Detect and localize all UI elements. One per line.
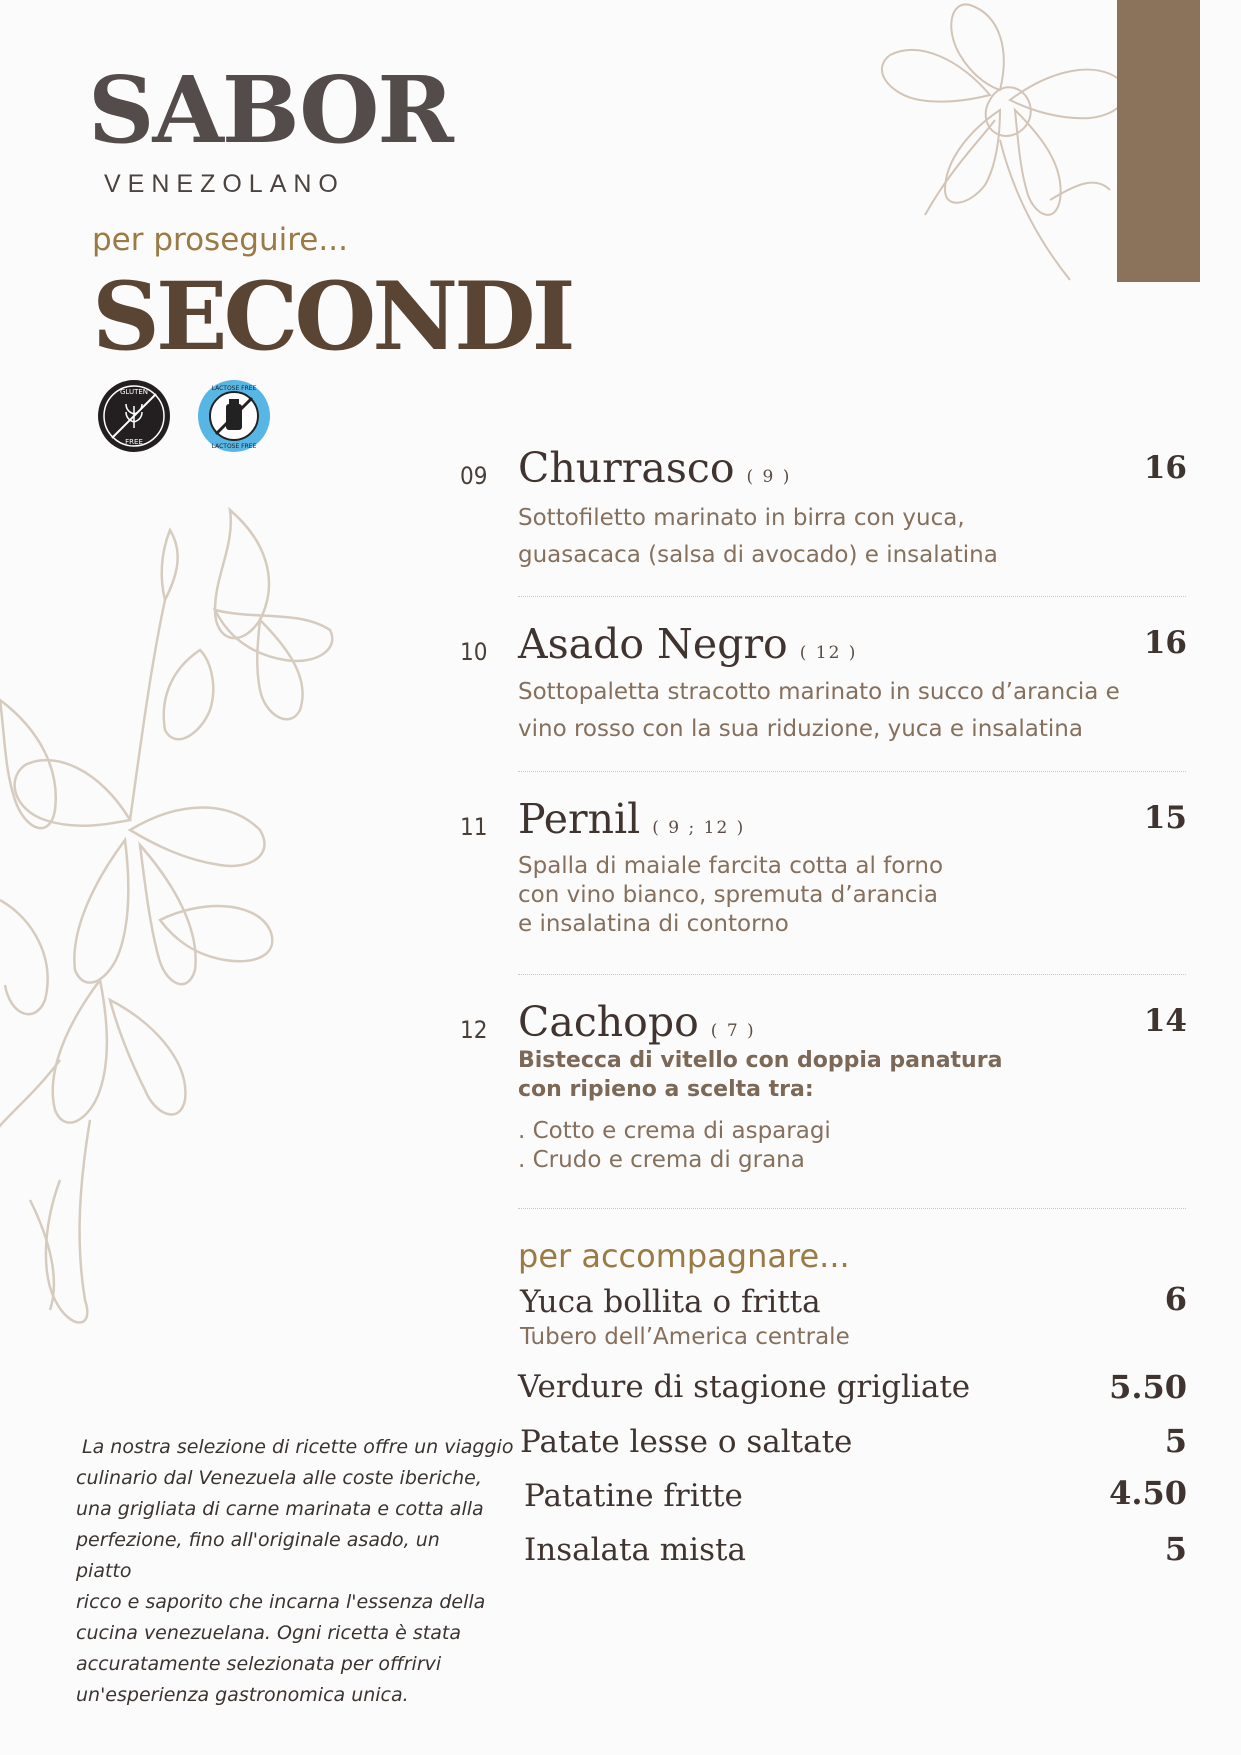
description-line: e insalatina di contorno [518, 911, 789, 937]
orchid-illustration-left [0, 500, 350, 1340]
item-description [518, 852, 1158, 939]
item-price: 16 [1143, 625, 1187, 661]
side-price: 4.50 [1109, 1474, 1187, 1512]
item-name [518, 795, 745, 843]
side-name: Yuca bollita o fritta [520, 1284, 821, 1320]
blurb-line: una grigliata di carne marinata e cotta alla [76, 1498, 484, 1520]
orchid-illustration-top [850, 0, 1150, 290]
item-number: 11 [460, 813, 488, 841]
item-price: 16 [1143, 450, 1187, 486]
blurb-line: ricco e saporito che incarna l'essenza della [76, 1591, 486, 1613]
blurb-line: un'esperienza gastronomica unica. [76, 1684, 409, 1706]
description-line: Sottofiletto marinato in birra con yuca, [518, 505, 965, 531]
blurb-line: cucina venezuelana. Ogni ricetta è stata [76, 1622, 461, 1644]
item-allergens: ( 7 ) [710, 1021, 756, 1041]
side-name: Verdure di stagione grigliate [518, 1369, 971, 1405]
item-allergens: ( 9 ) [746, 467, 792, 487]
item-number: 10 [460, 638, 488, 666]
item-title: Pernil [518, 795, 641, 843]
svg-text:LACTOSE FREE: LACTOSE FREE [211, 443, 257, 450]
gluten-free-badge-icon [98, 380, 170, 452]
item-allergens: ( 12 ) [799, 643, 858, 663]
option-line: . Crudo e crema di grana [518, 1147, 805, 1173]
svg-text:GLUTEN: GLUTEN [119, 388, 149, 396]
item-options [518, 1117, 1158, 1175]
option-line: . Cotto e crema di asparagi [518, 1118, 831, 1144]
svg-text:LACTOSE FREE: LACTOSE FREE [211, 385, 257, 392]
blurb-line: La nostra selezione di ricette offre un viaggio [76, 1436, 514, 1458]
item-title: Churrasco [518, 444, 735, 492]
side-price: 6 [1164, 1280, 1187, 1318]
description-line: Bistecca di vitello con doppia panatura [518, 1048, 1003, 1073]
brand-logo: SABOR [88, 56, 452, 164]
item-name [518, 998, 756, 1046]
description-line: guasacaca (salsa di avocado) e insalatina [518, 542, 998, 568]
item-name [518, 444, 791, 492]
section-title: SECONDI [92, 262, 572, 372]
svg-text:FREE: FREE [125, 438, 143, 446]
item-price: 14 [1143, 1003, 1187, 1039]
item-number: 12 [460, 1016, 488, 1044]
description-line: con vino bianco, spremuta d’arancia [518, 882, 938, 908]
section-kicker: per proseguire... [92, 222, 348, 258]
item-title: Asado Negro [518, 620, 788, 668]
blurb-line: perfezione, fino all'originale asado, un piatto [76, 1529, 440, 1582]
accent-bar [1117, 0, 1200, 282]
side-price: 5.50 [1109, 1368, 1187, 1406]
item-description [518, 674, 1158, 748]
divider [518, 1208, 1186, 1209]
brand-subtitle: VENEZOLANO [104, 170, 345, 198]
menu-blurb [76, 1432, 514, 1711]
item-price: 15 [1143, 800, 1187, 836]
description-line: Sottopaletta stracotto marinato in succo d’arancia e [518, 679, 1120, 705]
blurb-line: accuratamente selezionata per offrirvi [76, 1653, 442, 1675]
item-name [518, 620, 857, 668]
side-name: Insalata mista [524, 1532, 746, 1568]
item-description [518, 500, 1158, 574]
divider [518, 974, 1186, 975]
divider [518, 771, 1186, 772]
description-line: Spalla di maiale farcita cotta al forno [518, 853, 944, 879]
description-line: con ripieno a scelta tra: [518, 1077, 814, 1102]
item-description-bold [518, 1046, 1158, 1104]
side-name: Patate lesse o saltate [520, 1424, 853, 1460]
side-price: 5 [1164, 1422, 1187, 1460]
side-price: 5 [1164, 1530, 1187, 1568]
item-title: Cachopo [518, 998, 699, 1046]
divider [518, 596, 1186, 597]
description-line: vino rosso con la sua riduzione, yuca e insalatina [518, 716, 1083, 742]
side-subtitle: Tubero dell’America centrale [520, 1324, 850, 1350]
item-number: 09 [460, 462, 488, 490]
item-allergens: ( 9 ; 12 ) [652, 818, 746, 838]
sides-kicker: per accompagnare... [518, 1237, 850, 1275]
side-name: Patatine fritte [524, 1478, 743, 1514]
lactose-free-badge-icon [198, 380, 270, 452]
blurb-line: culinario dal Venezuela alle coste iberiche, [76, 1467, 482, 1489]
